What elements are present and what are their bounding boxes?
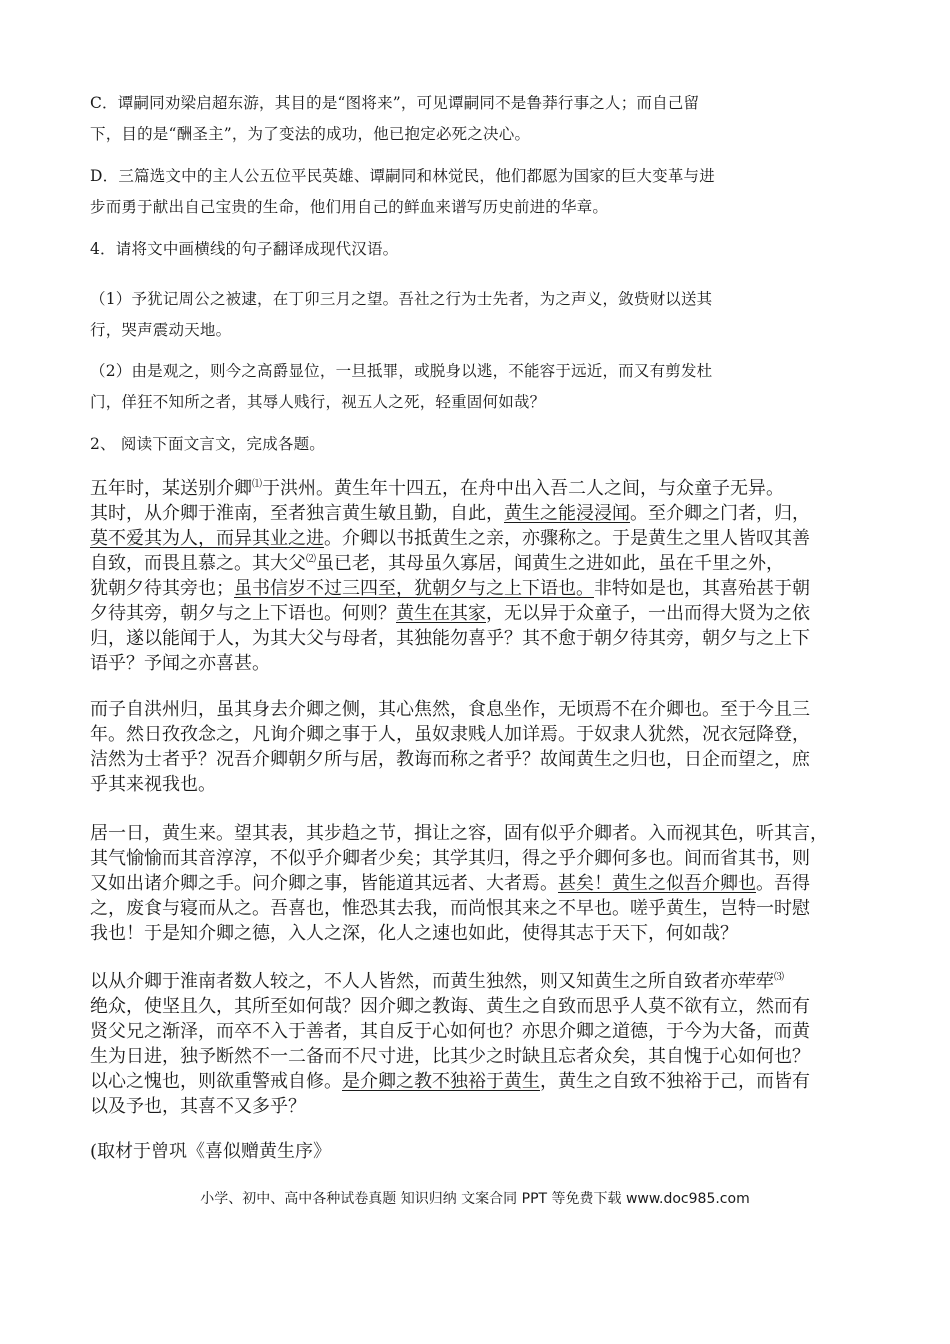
underlined-sentence: 是介卿之教不独裕于黄生 (342, 1071, 540, 1092)
footnote-marker-2: ⑵ (306, 554, 316, 565)
p3-line: 居一日，黄生来。望其表，其步趋之节，揖让之容，固有似乎介卿者。入而视其色，听其言， (90, 823, 828, 844)
section-2-heading: 2、 阅读下面文言文，完成各题。 (90, 435, 325, 453)
option-c (90, 88, 865, 150)
p4-line: 以心之愧也，则欲重警戒自修。 (90, 1071, 342, 1092)
p4-line: 以从介卿于淮南者数人较之，不人人皆然，而黄生独然，则又知黄生之所自致者亦荦荦 (90, 971, 774, 992)
p4-line: 绝众，使坚且久，其所至如何哉？因介卿之教诲、黄生之自致而思乎人莫不欲有立，然而有 (90, 996, 810, 1017)
p2-line: 而子自洪州归，虽其身去介卿之侧，其心焦然，食息坐作，无顷焉不在介卿也。至于今且三 (90, 699, 810, 720)
p4-line: 以及予也，其喜不又多乎？ (90, 1096, 306, 1117)
p1-text: 。介卿以书抵黄生之亲，亦骤称之。于是黄生之里人皆叹其善 (324, 528, 810, 549)
p3-line: 。吾得 (756, 873, 810, 894)
p1-text: 非特如是也，其喜殆甚于朝 (594, 578, 810, 599)
option-c-line2: 下，目的是“酬圣主”，为了变法的成功，他已抱定必死之决心。 (90, 125, 531, 143)
p2-line: 乎其来视我也。 (90, 774, 216, 795)
option-d-line1: D．三篇选文中的主人公五位平民英雄、谭嗣同和林觉民，他们都愿为国家的巨大变革与进 (90, 167, 715, 185)
passage-paragraph-3 (90, 821, 865, 946)
question-4-heading: 4．请将文中画横线的句子翻译成现代汉语。 (90, 240, 399, 258)
underlined-sentence: 虽书信岁不过三四至，犹朝夕与之上下语也。 (234, 578, 594, 599)
q4-2-line2: 门，佯狂不知所之者，其辱人贱行，视五人之死，轻重固何如哉？ (90, 393, 546, 411)
p1-text: 自致，而畏且慕之。其大父 (90, 553, 306, 574)
p1-text: 语乎？予闻之亦喜甚。 (90, 653, 270, 674)
p3-line: 之，废食与寝而从之。吾喜也，惟恐其去我，而尚恨其来之不早也。嗟乎黄生，岂特一时慰 (90, 898, 810, 919)
passage-paragraph-4 (90, 969, 865, 1119)
p3-line: 其气愉愉而其音淳淳，不似乎介卿者少矣；其学其归，得之乎介卿何多也。间而省其书，则 (90, 848, 810, 869)
underlined-sentence: 莫不爱其为人，而异其业之进 (90, 528, 324, 549)
p1-text: ，无以异于众童子，一出而得大贤为之依 (486, 603, 810, 624)
source-citation: (取材于曾巩《喜似赠黄生序》 (90, 1141, 332, 1162)
p1-text: 于洪州。黄生年十四五，在舟中出入吾二人之间，与众童子无异。 (262, 478, 784, 499)
option-c-line1: C．谭嗣同劝梁启超东游，其目的是“图将来”，可见谭嗣同不是鲁莽行事之人；而自己留 (90, 94, 700, 112)
p1-text: 虽已老，其母虽久寡居，闻黄生之进如此，虽在千里之外， (316, 553, 784, 574)
p4-line: 生为日进，独予断然不一二备而不尺寸进，比其少之时缺且忘者众矣，其自愧于心如何也？ (90, 1046, 810, 1067)
p1-text: 其时，从介卿于淮南，至者独言黄生敏且勤，自此， (90, 503, 504, 524)
p4-line: 贤父兄之渐泽，而卒不入于善者，其自反于心如何也？亦思介卿之道德，于今为大备，而黄 (90, 1021, 810, 1042)
q4-1-line1: （1）予犹记周公之被逮，在丁卯三月之望。吾社之行为士先者，为之声义，敛赀财以送其 (90, 290, 713, 308)
footnote-marker-1: ⑴ (252, 479, 262, 490)
option-d-line2: 步而勇于献出自己宝贵的生命，他们用自己的鲜血来谱写历史前进的华章。 (90, 198, 609, 216)
p1-text: 夕待其旁，朝夕与之上下语也。何则？ (90, 603, 396, 624)
page-footer: 小学、初中、高中各种试卷真题 知识归纳 文案合同 PPT 等免费下载 www.doc985.com (200, 1191, 750, 1207)
underlined-sentence: 甚矣！黄生之似吾介卿也 (558, 873, 756, 894)
footnote-marker-3: ⑶ (774, 972, 784, 983)
q4-1-line2: 行，哭声震动天地。 (90, 321, 232, 339)
p2-line: 洁然为士者乎？况吾介卿朝夕所与居，教诲而称之者乎？故闻黄生之归也，日企而望之，庶 (90, 749, 810, 770)
option-d (90, 161, 865, 223)
underlined-sentence: 黄生在其家 (396, 603, 486, 624)
p1-text: 五年时，某送别介卿 (90, 478, 252, 499)
question-4-item-1 (90, 284, 865, 346)
question-4-item-2 (90, 356, 865, 418)
p1-text: 。至介卿之门者，归， (630, 503, 810, 524)
p4-line: ，黄生之自致不独裕于己，而皆有 (540, 1071, 810, 1092)
q4-2-line1: （2）由是观之，则今之高爵显位，一旦抵罪，或脱身以逃，不能容于远近，而又有剪发杜 (90, 362, 713, 380)
p2-line: 年。然日孜孜念之，凡询介卿之事于人，虽奴隶贱人加详焉。于奴隶人犹然，况衣冠降登， (90, 724, 810, 745)
passage-paragraph-1 (90, 476, 865, 676)
p3-line: 又如出诸介卿之手。问介卿之事，皆能道其远者、大者焉。 (90, 873, 558, 894)
underlined-sentence: 黄生之能浸浸闻 (504, 503, 630, 524)
passage-paragraph-2 (90, 697, 865, 797)
p3-line: 我也！于是知介卿之德，入人之深，化人之速也如此，使得其志于天下，何如哉？ (90, 923, 738, 944)
p1-text: 犹朝夕待其旁也； (90, 578, 234, 599)
p1-text: 归，遂以能闻于人，为其大父与母者，其独能勿喜乎？其不愈于朝夕待其旁，朝夕与之上下 (90, 628, 810, 649)
